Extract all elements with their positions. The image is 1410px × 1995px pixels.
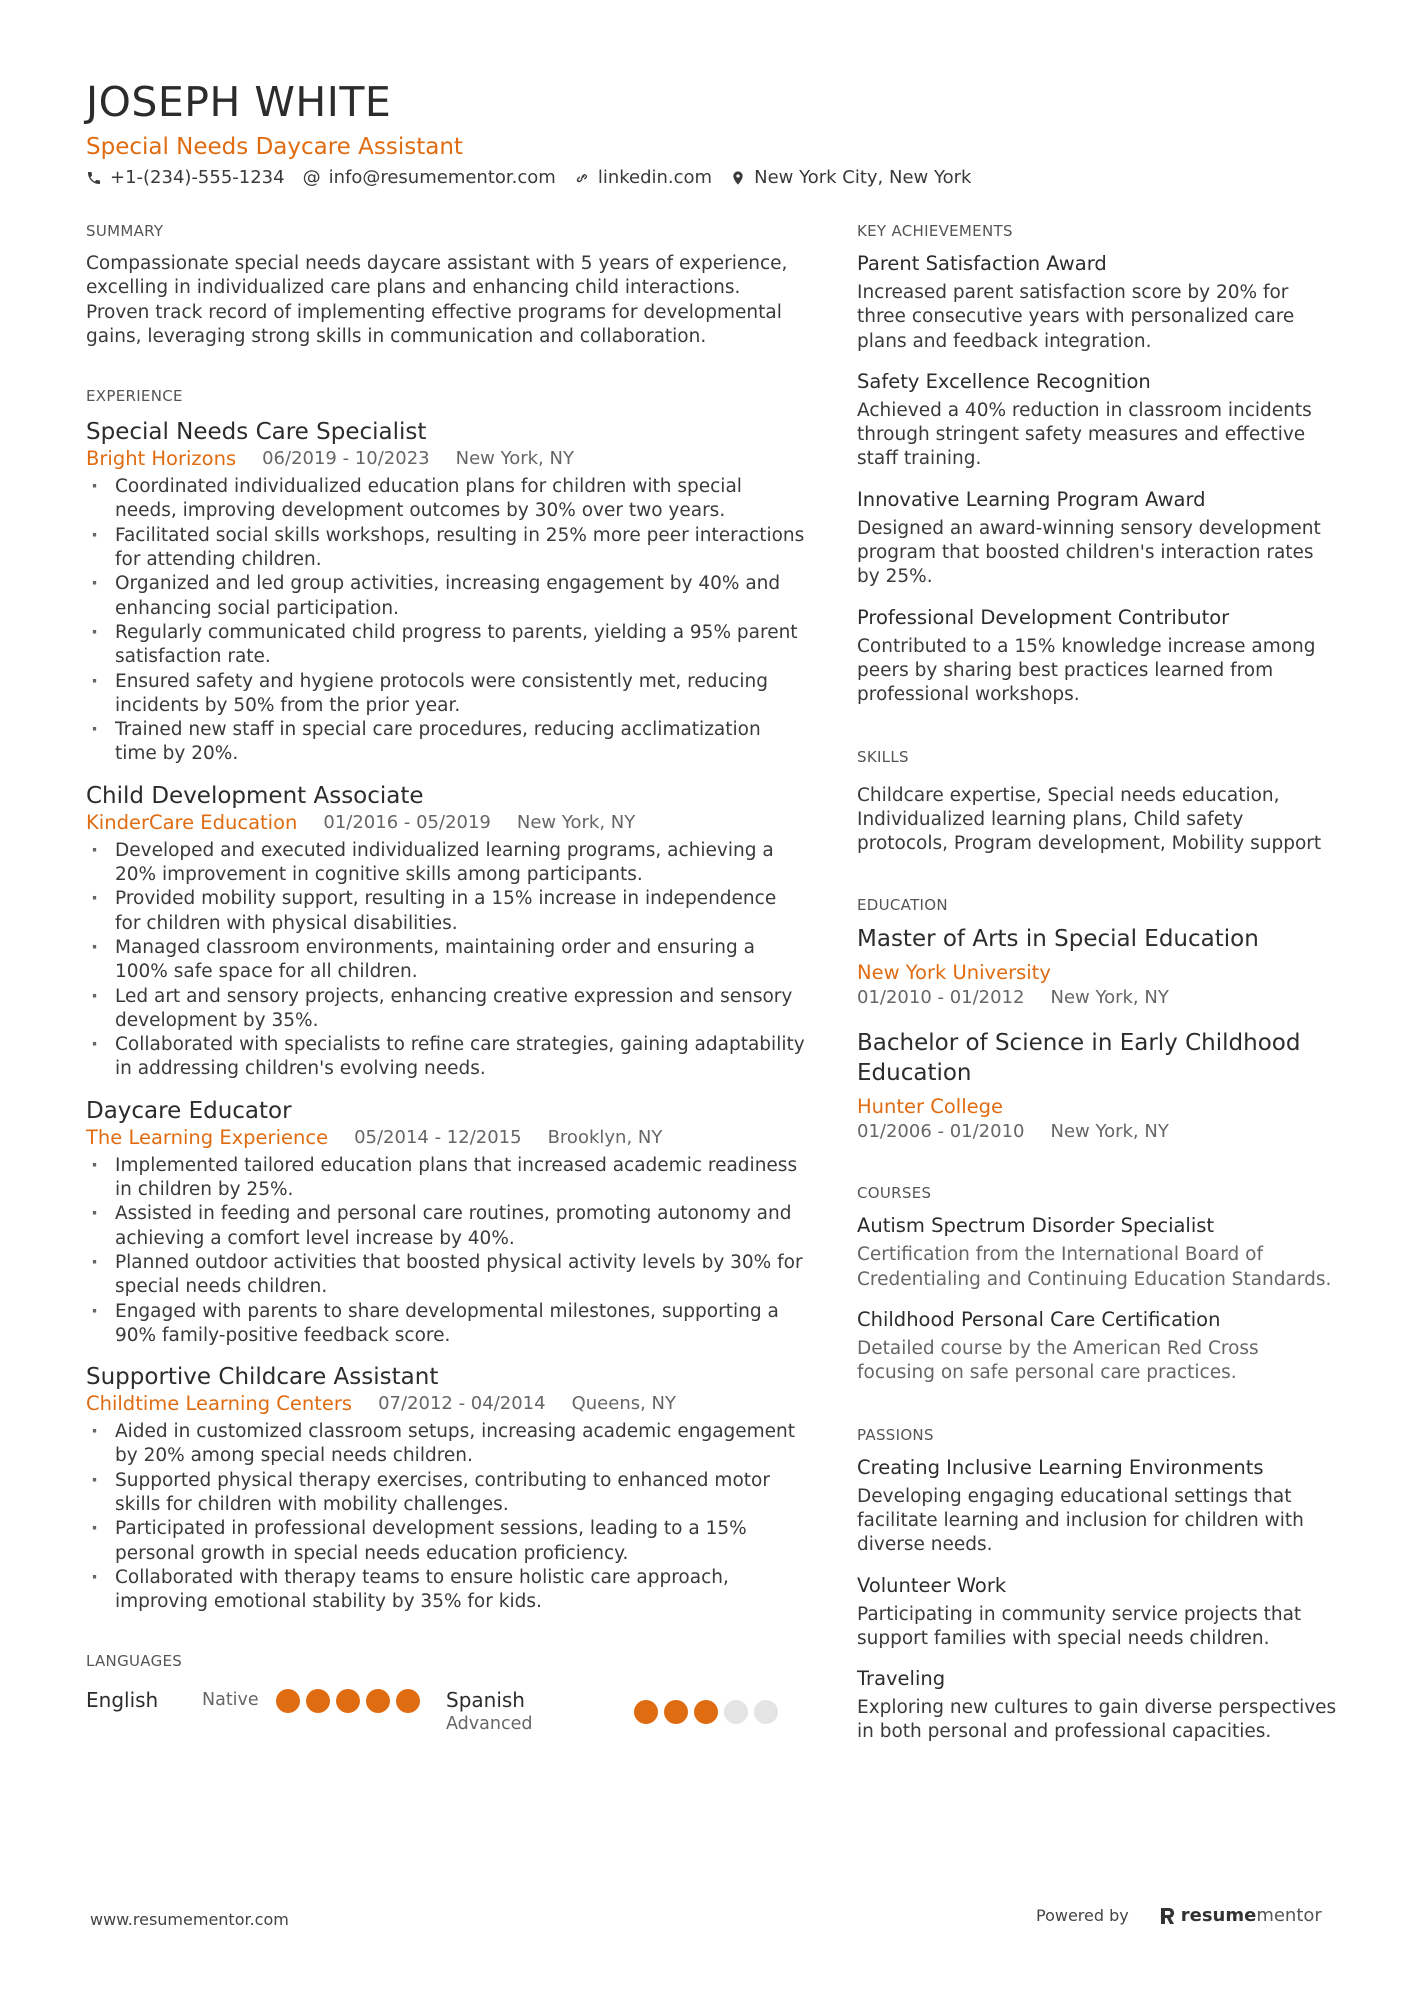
location-text: New York City, New York	[754, 167, 972, 188]
rating-dot	[366, 1689, 390, 1713]
passion-desc: Exploring new cultures to gain diverse perspectives in both personal and professional capacities.	[857, 1697, 1337, 1743]
summary-heading: SUMMARY	[86, 222, 164, 240]
achievement-item	[857, 368, 1337, 472]
bullet-item: · Implemented tailored education plans that increased academic readiness in children by 25%.	[86, 1154, 806, 1203]
bullet-item: · Managed classroom environments, maintaining order and ensuring a 100% safe space for all children.	[86, 936, 806, 985]
achievement-title: Professional Development Contributor	[857, 605, 1230, 629]
language-name: English	[86, 1688, 159, 1713]
passion-desc: Developing engaging educational settings that facilitate learning and inclusion for children with diverse needs.	[857, 1485, 1304, 1556]
job-entry	[86, 1362, 806, 1614]
job-bullets	[86, 1154, 806, 1348]
education-degree: Master of Arts in Special Education	[857, 926, 1259, 953]
passion-item	[857, 1572, 1337, 1652]
job-entry	[86, 417, 806, 767]
contact-linkedin[interactable]	[574, 164, 712, 192]
phone-icon	[86, 170, 102, 186]
job-title: Supportive Childcare Assistant	[86, 1364, 439, 1391]
job-dates: 07/2012 - 04/2014	[378, 1393, 546, 1415]
achievement-desc: Achieved a 40% reduction in classroom incidents through stringent safety measures and effective staff training.	[857, 399, 1312, 470]
course-title: Childhood Personal Care Certification	[857, 1308, 1221, 1332]
achievements-section	[857, 220, 1337, 708]
rating-dot	[276, 1689, 300, 1713]
brand-name-light: mentor	[1256, 1905, 1322, 1926]
job-location: New York, NY	[455, 448, 574, 470]
bullet-item: · Assisted in feeding and personal care routines, promoting autonomy and achieving a comfort level increase by 40%.	[86, 1202, 806, 1251]
job-meta	[86, 1392, 806, 1416]
passion-title: Traveling	[857, 1667, 946, 1691]
achievement-title: Safety Excellence Recognition	[857, 369, 1151, 393]
bullet-item: · Organized and led group activities, increasing engagement by 40% and enhancing social participation.	[86, 572, 806, 621]
education-section	[857, 894, 1337, 1144]
footer-brand	[1036, 1905, 1322, 1926]
education-dates: 01/2010 - 01/2012	[857, 987, 1025, 1009]
contact-email[interactable]	[303, 164, 556, 192]
powered-by-label: Powered by	[1036, 1906, 1129, 1925]
bullet-item: · Collaborated with therapy teams to ensure holistic care approach, improving emotional stability by 35% for kids.	[86, 1566, 806, 1615]
contact-phone[interactable]	[86, 164, 285, 192]
job-company: KinderCare Education	[86, 810, 298, 834]
summary-section	[86, 220, 806, 349]
language-level: Native	[202, 1690, 259, 1711]
job-location: Brooklyn, NY	[547, 1126, 663, 1148]
job-bullets	[86, 475, 806, 767]
job-meta	[86, 1126, 806, 1150]
course-item	[857, 1306, 1337, 1386]
passion-item	[857, 1665, 1337, 1745]
education-dates: 01/2006 - 01/2010	[857, 1121, 1025, 1143]
language-rating	[276, 1689, 426, 1713]
bullet-item: · Collaborated with specialists to refine care strategies, gaining adaptability in addressing children's evolving needs.	[86, 1033, 806, 1082]
passion-desc: Participating in community service projects that support families with special needs children.	[857, 1603, 1302, 1649]
rating-dot	[694, 1700, 718, 1724]
link-icon	[574, 170, 590, 186]
course-desc: Detailed course by the American Red Cross focusing on safe personal care practices.	[857, 1338, 1259, 1384]
course-item	[857, 1212, 1337, 1292]
courses-heading: COURSES	[857, 1184, 932, 1203]
rating-dot	[634, 1700, 658, 1724]
at-icon: @	[302, 167, 321, 188]
passion-title: Creating Inclusive Learning Environments	[857, 1455, 1264, 1479]
bullet-item: · Ensured safety and hygiene protocols were consistently met, reducing incidents by 50% from the prior year.	[86, 670, 806, 719]
bullet-item: · Developed and executed individualized learning programs, achieving a 20% improvement in cognitive skills among participants.	[86, 839, 806, 888]
languages-section	[86, 1650, 806, 1734]
passion-title: Volunteer Work	[857, 1573, 1007, 1597]
education-meta	[857, 1120, 1337, 1144]
bullet-item: · Planned outdoor activities that boosted physical activity levels by 30% for special needs children.	[86, 1251, 806, 1300]
language-label-group	[446, 1686, 634, 1734]
job-company: Bright Horizons	[86, 447, 237, 471]
achievements-heading: KEY ACHIEVEMENTS	[857, 222, 1013, 240]
bullet-item: · Supported physical therapy exercises, contributing to enhanced motor skills for children with mobility challenges.	[86, 1469, 806, 1518]
candidate-role: Special Needs Daycare Assistant	[86, 134, 463, 160]
skills-heading: SKILLS	[857, 747, 909, 766]
job-location: New York, NY	[516, 811, 636, 833]
rating-dot	[306, 1689, 330, 1713]
bullet-item: · Aided in customized classroom setups, increasing academic engagement by 20% among special needs children.	[86, 1420, 806, 1469]
job-location: Queens, NY	[571, 1393, 677, 1415]
bullet-item: · Facilitated social skills workshops, resulting in 25% more peer interactions for attending children.	[86, 524, 806, 573]
languages-heading: LANGUAGES	[86, 1652, 183, 1671]
resumementor-logo-icon	[1159, 1907, 1175, 1925]
education-school: New York University	[857, 961, 1051, 985]
job-title: Special Needs Care Specialist	[86, 419, 427, 446]
email-text: info@resumementor.com	[328, 167, 556, 188]
achievement-desc: Designed an award-winning sensory development program that boosted children's interaction rates by 25%.	[857, 517, 1321, 588]
left-column	[86, 220, 806, 1734]
rating-dot	[724, 1700, 748, 1724]
education-location: New York, NY	[1050, 1121, 1169, 1143]
achievement-title: Innovative Learning Program Award	[857, 487, 1206, 511]
rating-dot	[754, 1700, 778, 1724]
linkedin-text: linkedin.com	[597, 167, 713, 188]
languages-row	[86, 1686, 806, 1734]
education-location: New York, NY	[1050, 987, 1169, 1009]
contact-bar	[86, 164, 989, 192]
job-bullets	[86, 839, 806, 1082]
language-name: Spanish	[446, 1688, 525, 1713]
job-dates: 01/2016 - 05/2019	[323, 811, 491, 833]
experience-section	[86, 385, 806, 1614]
brand-name-bold: resume	[1180, 1905, 1257, 1926]
achievement-item	[857, 486, 1337, 590]
bullet-item: · Participated in professional development sessions, leading to a 15% personal growth in special needs education proficiency.	[86, 1517, 806, 1566]
education-meta	[857, 986, 1337, 1010]
job-meta	[86, 447, 806, 471]
language-english	[86, 1686, 446, 1714]
bullet-item: · Engaged with parents to share developmental milestones, supporting a 90% family-positive feedback score.	[86, 1300, 806, 1349]
language-spanish	[446, 1686, 806, 1734]
passion-item	[857, 1454, 1337, 1558]
job-dates: 06/2019 - 10/2023	[262, 448, 430, 470]
skills-text: Childcare expertise, Special needs education, Individualized learning plans, Child safety protocols, Program development, Mobility support	[857, 784, 1322, 855]
achievement-item	[857, 250, 1337, 354]
job-entry	[86, 1096, 806, 1348]
job-company: Childtime Learning Centers	[86, 1392, 353, 1416]
footer-website[interactable]: www.resumementor.com	[90, 1910, 289, 1929]
education-item	[857, 924, 1337, 1010]
brand-logo[interactable]	[1159, 1905, 1322, 1926]
rating-dot	[336, 1689, 360, 1713]
job-meta	[86, 811, 806, 835]
bullet-item: · Provided mobility support, resulting in a 15% increase in independence for children with physical disabilities.	[86, 887, 806, 936]
job-dates: 05/2014 - 12/2015	[354, 1126, 522, 1148]
right-column	[857, 220, 1337, 1745]
bullet-item: · Regularly communicated child progress to parents, yielding a 95% parent satisfaction rate.	[86, 621, 806, 670]
rating-dot	[664, 1700, 688, 1724]
passions-section	[857, 1424, 1337, 1745]
rating-dot	[396, 1689, 420, 1713]
language-rating	[634, 1700, 784, 1724]
job-company: The Learning Experience	[86, 1125, 329, 1149]
language-level: Advanced	[446, 1714, 533, 1735]
candidate-name: JOSEPH WHITE	[86, 78, 392, 126]
location-pin-icon	[730, 170, 746, 186]
bullet-item: · Led art and sensory projects, enhancing creative expression and sensory development by 35%.	[86, 985, 806, 1034]
skills-section	[857, 746, 1337, 857]
experience-heading: EXPERIENCE	[86, 387, 183, 406]
achievement-title: Parent Satisfaction Award	[857, 252, 1107, 275]
phone-text: +1-(234)-555-1234	[110, 167, 285, 188]
bullet-item: · Coordinated individualized education plans for children with special needs, improving development outcomes by 30% over two years.	[86, 475, 806, 524]
education-degree: Bachelor of Science in Early Childhood Education	[857, 1030, 1301, 1087]
education-item	[857, 1028, 1337, 1144]
passions-heading: PASSIONS	[857, 1425, 934, 1444]
achievement-desc: Contributed to a 15% knowledge increase among peers by sharing best practices learned from professional workshops.	[857, 635, 1316, 706]
bullet-item: · Trained new staff in special care procedures, reducing acclimatization time by 20%.	[86, 718, 806, 767]
education-heading: EDUCATION	[857, 896, 948, 915]
contact-location	[730, 164, 971, 192]
achievement-desc: Increased parent satisfaction score by 20% for three consecutive years with personalized care plans and feedback integration.	[857, 282, 1295, 352]
job-title: Child Development Associate	[86, 782, 424, 809]
courses-section	[857, 1182, 1337, 1385]
job-bullets	[86, 1420, 806, 1614]
education-school: Hunter College	[857, 1095, 1003, 1119]
job-entry	[86, 781, 806, 1082]
job-title: Daycare Educator	[86, 1097, 292, 1124]
course-title: Autism Spectrum Disorder Specialist	[857, 1214, 1215, 1238]
course-desc: Certification from the International Board of Credentialing and Continuing Education Standards.	[857, 1244, 1332, 1290]
achievement-item	[857, 604, 1337, 708]
summary-text: Compassionate special needs daycare assistant with 5 years of experience, excelling in individualized care plans and enhancing child interactions. Proven track record of implementing effective programs for developmental gains, leveraging strong skills in communication and collaboration.	[86, 253, 788, 347]
